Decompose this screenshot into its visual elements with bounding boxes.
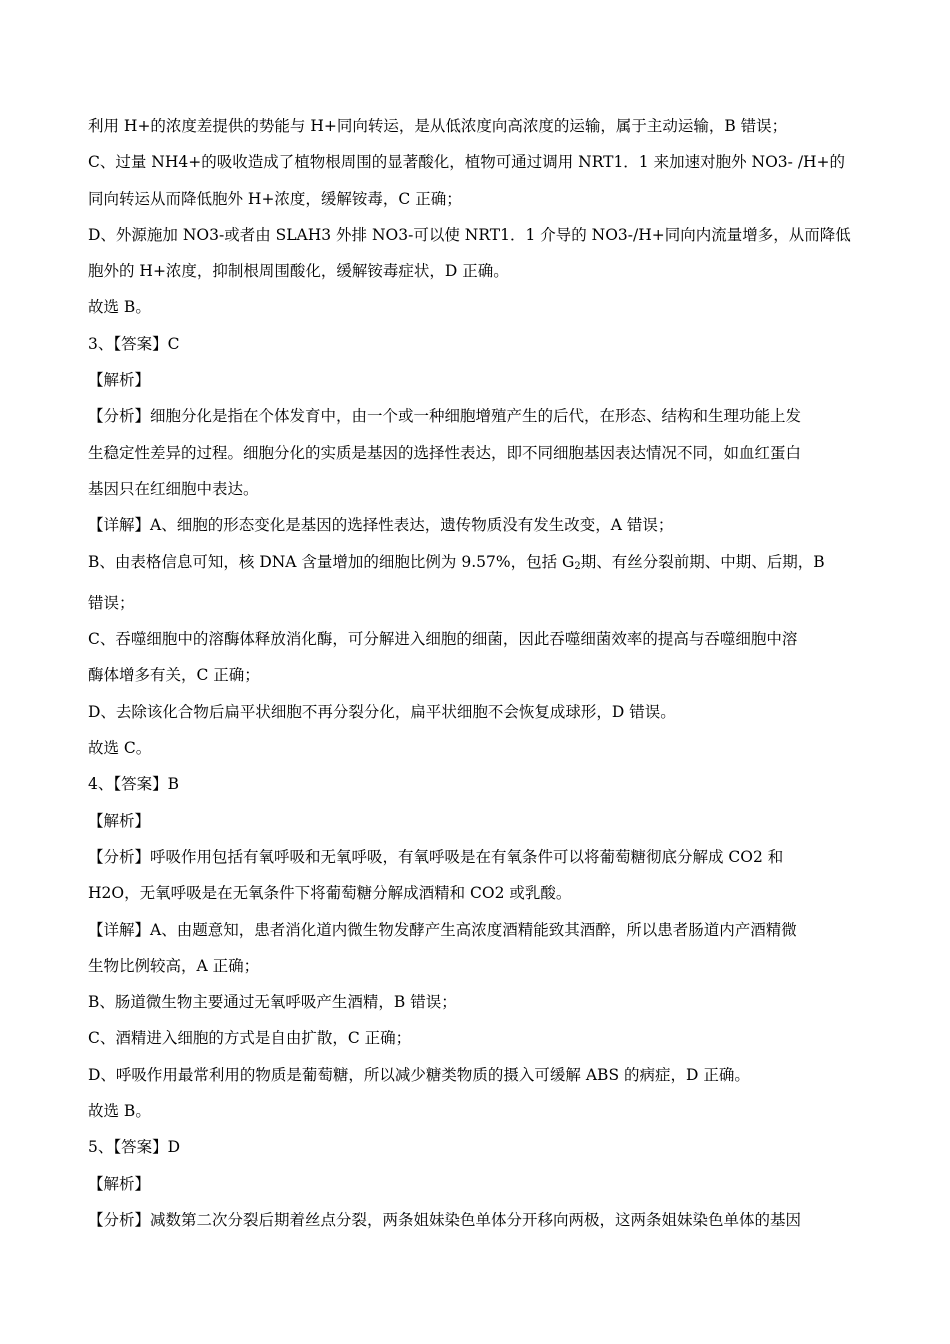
question-4-analysis-heading: 【解析】 [88,811,151,830]
text-line: C、酒精进入细胞的方式是自由扩散，C 正确； [88,1029,412,1048]
question-5-analysis-heading: 【解析】 [88,1174,151,1193]
text-line: 【分析】细胞分化是指在个体发育中，由一个或一种细胞增殖产生的后代，在形态、结构和生理功能上发 [88,407,802,426]
question-5-answer: 5、【答案】D [88,1138,181,1157]
text-line: 胞外的 H+浓度，抑制根周围酸化，缓解铵毒症状，D 正确。 [88,262,509,281]
text-line: 故选 B。 [88,298,151,317]
text-line: D、去除该化合物后扁平状细胞不再分裂分化，扁平状细胞不会恢复成球形，D 错误。 [88,702,676,721]
document-page [88,108,864,1238]
question-4-answer: 4、【答案】B [88,775,180,794]
text-line: 【分析】减数第二次分裂后期着丝点分裂，两条姐妹染色单体分开移向两极，这两条姐妹染色单体的基因 [88,1210,802,1229]
text-line: B、肠道微生物主要通过无氧呼吸产生酒精，B 错误； [88,993,457,1012]
text-line: C、过量 NH4+的吸收造成了植物根周围的显著酸化，植物可通过调用 NRT1．1 来加速对胞外 NO3- /H+的 [88,153,846,172]
text-line: 错误； [88,593,135,612]
text-segment: 期、有丝分裂前期、中期、后期，B [580,552,825,571]
text-line: C、吞噬细胞中的溶酶体释放消化酶，可分解进入细胞的细菌，因此吞噬细菌效率的提高与吞噬细胞中溶 [88,630,798,649]
text-line: H2O，无氧呼吸是在无氧条件下将葡萄糖分解成酒精和 CO2 或乳酸。 [88,884,572,903]
question-3-answer: 3、【答案】C [88,334,180,353]
text-line-with-subscript [88,544,864,585]
text-line: 生物比例较高，A 正确； [88,956,260,975]
question-3-analysis-heading: 【解析】 [88,371,151,390]
text-line: 【详解】A、由题意知，患者消化道内微生物发酵产生高浓度酒精能致其酒醉，所以患者肠道内产酒精微 [88,920,797,939]
text-line: 生稳定性差异的过程。细胞分化的实质是基因的选择性表达，即不同细胞基因表达情况不同，如血红蛋白 [88,443,802,462]
text-line: 基因只在红细胞中表达。 [88,479,259,498]
subscript: 2 [574,560,581,572]
text-line: 【详解】A、细胞的形态变化是基因的选择性表达，遗传物质没有发生改变，A 错误； [88,516,674,535]
text-line: 利用 H+的浓度差提供的势能与 H+同向转运，是从低浓度向高浓度的运输，属于主动运输，B 错误； [88,117,788,135]
text-line: 同向转运从而降低胞外 H+浓度，缓解铵毒，C 正确； [88,189,462,208]
text-line: 故选 B。 [88,1102,151,1121]
text-line: 【分析】呼吸作用包括有氧呼吸和无氧呼吸，有氧呼吸是在有氧条件可以将葡萄糖彻底分解成 CO2 和 [88,847,784,866]
text-line: D、外源施加 NO3-或者由 SLAH3 外排 NO3-可以使 NRT1．1 介导的 NO3-/H+同向内流量增多，从而降低 [88,225,851,244]
text-segment: B、由表格信息可知，核 DNA 含量增加的细胞比例为 9.57%，包括 G [88,552,575,571]
text-line: 酶体增多有关，C 正确； [88,666,260,685]
text-line: 故选 C。 [88,739,152,758]
text-line: D、呼吸作用最常利用的物质是葡萄糖，所以减少糖类物质的摄入可缓解 ABS 的病症，D 正确。 [88,1065,750,1084]
